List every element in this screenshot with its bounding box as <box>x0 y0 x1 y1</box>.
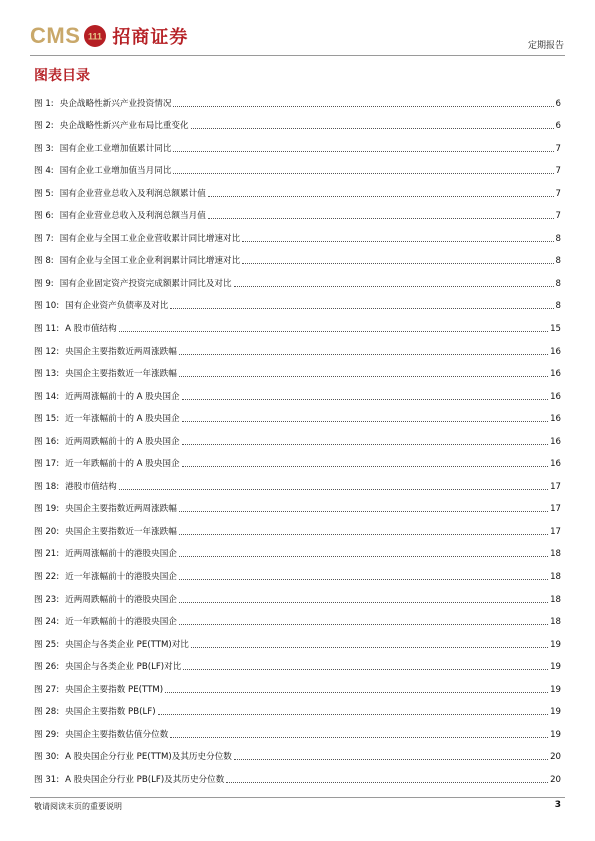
toc-entry-number: 图 27: <box>34 684 60 695</box>
toc-entry[interactable] <box>34 651 561 674</box>
toc-entry[interactable] <box>34 200 561 223</box>
company-logo <box>30 22 188 50</box>
toc-entry[interactable] <box>34 673 561 696</box>
toc-entry-number: 图 20: <box>34 526 60 537</box>
toc-entry-number: 图 12: <box>34 346 60 357</box>
toc-entry-title: 近两周涨幅前十的港股央国企 <box>65 549 177 560</box>
toc-entry-title: 央国企与各类企业 PB(LF)对比 <box>65 662 182 673</box>
toc-entry-page: 17 <box>550 481 561 492</box>
toc-entry-number: 图 11: <box>34 324 60 335</box>
toc-dot-leader <box>119 331 548 332</box>
toc-entry-page: 7 <box>555 211 561 222</box>
toc-entry[interactable] <box>34 335 561 358</box>
toc-entry-title: 国有企业工业增加值当月同比 <box>59 166 172 177</box>
toc-entry-label <box>34 750 232 763</box>
toc-entry-label <box>34 119 189 132</box>
toc-dot-leader <box>182 466 548 467</box>
toc-entry[interactable] <box>34 741 561 764</box>
toc-entry-label <box>34 525 177 538</box>
toc-entry-number: 图 17: <box>34 459 60 470</box>
toc-entry-title: 央国企主要指数 PB(LF) <box>65 707 156 718</box>
toc-dot-leader <box>158 714 549 715</box>
toc-dot-leader <box>170 308 553 309</box>
toc-entry-number: 图 14: <box>34 391 60 402</box>
toc-entry-title: 央企战略性新兴产业布局比重变化 <box>59 121 189 132</box>
toc-entry-number: 图 24: <box>34 617 60 628</box>
toc-entry-title: 港股市值结构 <box>65 481 117 492</box>
toc-entry-label <box>34 390 180 403</box>
toc-dot-leader <box>179 624 548 625</box>
toc-entry[interactable] <box>34 425 561 448</box>
toc-dot-leader <box>179 556 548 557</box>
toc-entry[interactable] <box>34 583 561 606</box>
toc-dot-leader <box>183 669 548 670</box>
toc-entry[interactable] <box>34 606 561 629</box>
toc-entry-title: 国有企业固定资产投资完成额累计同比及对比 <box>59 278 232 289</box>
toc-entry[interactable] <box>34 470 561 493</box>
toc-dot-leader <box>182 421 548 422</box>
toc-entry-number: 图 26: <box>34 662 60 673</box>
toc-entry-number: 图 3: <box>34 143 54 154</box>
toc-entry-number: 图 7: <box>34 233 54 244</box>
toc-entry-label <box>34 164 171 177</box>
toc-dot-leader <box>179 534 548 535</box>
toc-entry-page: 15 <box>550 324 561 335</box>
toc-entry-label <box>34 345 177 358</box>
toc-entry-label <box>34 299 168 312</box>
toc-entry-page: 8 <box>555 301 561 312</box>
toc-entry[interactable] <box>34 560 561 583</box>
page-number: 3 <box>554 800 561 810</box>
toc-entry-number: 图 16: <box>34 436 60 447</box>
toc-entry[interactable] <box>34 628 561 651</box>
header-divider <box>30 55 565 56</box>
logo-badge-text: 111 <box>88 31 103 42</box>
toc-entry-page: 17 <box>550 504 561 515</box>
toc-entry-page: 8 <box>555 256 561 267</box>
toc-entry-label <box>34 435 180 448</box>
toc-entry-title: 央国企主要指数近两周涨跌幅 <box>65 346 177 357</box>
toc-entry[interactable] <box>34 358 561 381</box>
toc-entry-page: 16 <box>550 346 561 357</box>
toc-entry-label <box>34 660 181 673</box>
toc-entry-page: 19 <box>550 662 561 673</box>
toc-entry-title: 国有企业资产负债率及对比 <box>65 301 169 312</box>
toc-entry[interactable] <box>34 110 561 133</box>
toc-entry-number: 图 13: <box>34 369 60 380</box>
toc-entry-label <box>34 705 156 718</box>
toc-entry-number: 图 22: <box>34 572 60 583</box>
toc-entry-number: 图 15: <box>34 414 60 425</box>
toc-entry-number: 图 30: <box>34 752 60 763</box>
toc-entry-page: 18 <box>550 549 561 560</box>
toc-dot-leader <box>234 286 554 287</box>
toc-entry-number: 图 6: <box>34 211 54 222</box>
toc-entry-title: 国有企业与全国工业企业利润累计同比增速对比 <box>59 256 241 267</box>
toc-dot-leader <box>170 737 548 738</box>
toc-entry-number: 图 4: <box>34 166 54 177</box>
toc-entry-title: 国有企业营业总收入及利润总额当月值 <box>59 211 206 222</box>
toc-entry-title: A 股央国企分行业 PB(LF)及其历史分位数 <box>65 774 225 785</box>
toc-entry-title: 央国企与各类企业 PE(TTM)对比 <box>65 639 189 650</box>
toc-entry-page: 16 <box>550 459 561 470</box>
toc-entry[interactable] <box>34 87 561 110</box>
toc-entry-title: 近一年跌幅前十的港股央国企 <box>65 617 177 628</box>
toc-entry-label <box>34 254 240 267</box>
toc-entry-label <box>34 570 177 583</box>
toc-dot-leader <box>119 489 548 490</box>
toc-entry-page: 7 <box>555 188 561 199</box>
toc-entry-label <box>34 480 117 493</box>
toc-dot-leader <box>226 782 548 783</box>
toc-entry[interactable] <box>34 448 561 471</box>
toc-entry[interactable] <box>34 403 561 426</box>
toc-entry-title: 近一年跌幅前十的 A 股央国企 <box>65 459 180 470</box>
toc-entry-number: 图 19: <box>34 504 60 515</box>
toc-entry-label <box>34 728 168 741</box>
toc-entry-page: 8 <box>555 233 561 244</box>
toc-entry[interactable] <box>34 763 561 786</box>
toc-dot-leader <box>182 399 548 400</box>
toc-entry[interactable] <box>34 177 561 200</box>
toc-entry-title: 近两周涨幅前十的 A 股央国企 <box>65 391 180 402</box>
toc-entry-label <box>34 615 177 628</box>
toc-entry-page: 18 <box>550 572 561 583</box>
toc-entry-number: 图 29: <box>34 729 60 740</box>
logo-chinese-text: 招商证券 <box>112 27 189 48</box>
toc-entry-number: 图 23: <box>34 594 60 605</box>
toc-entry-title: 央国企主要指数近两周涨跌幅 <box>65 504 177 515</box>
toc-list <box>34 87 561 786</box>
toc-entry-number: 图 9: <box>34 278 54 289</box>
toc-dot-leader <box>191 128 554 129</box>
toc-entry-number: 图 25: <box>34 639 60 650</box>
toc-entry-label <box>34 187 206 200</box>
toc-entry-number: 图 10: <box>34 301 60 312</box>
toc-entry[interactable] <box>34 718 561 741</box>
toc-entry-page: 6 <box>555 98 561 109</box>
toc-entry-page: 16 <box>550 391 561 402</box>
toc-entry-number: 图 5: <box>34 188 54 199</box>
toc-entry-number: 图 8: <box>34 256 54 267</box>
toc-entry[interactable] <box>34 132 561 155</box>
toc-entry[interactable] <box>34 245 561 268</box>
toc-dot-leader <box>208 218 554 219</box>
toc-entry-page: 18 <box>550 594 561 605</box>
toc-dot-leader <box>234 759 548 760</box>
toc-entry-title: 央国企主要指数近一年涨跌幅 <box>65 369 177 380</box>
report-type-label: 定期报告 <box>527 41 564 51</box>
toc-dot-leader <box>242 241 553 242</box>
toc-entry[interactable] <box>34 312 561 335</box>
toc-entry-label <box>34 97 171 110</box>
toc-entry-label <box>34 322 117 335</box>
toc-entry-page: 17 <box>550 526 561 537</box>
toc-entry-label <box>34 547 177 560</box>
toc-dot-leader <box>179 579 548 580</box>
toc-entry-title: 央国企主要指数 PE(TTM) <box>65 684 164 695</box>
toc-entry-title: 近两周跌幅前十的 A 股央国企 <box>65 436 180 447</box>
toc-entry-label <box>34 412 180 425</box>
toc-entry[interactable] <box>34 380 561 403</box>
toc-entry-title: 近一年涨幅前十的港股央国企 <box>65 572 177 583</box>
toc-entry-page: 18 <box>550 617 561 628</box>
toc-entry-label <box>34 773 224 786</box>
toc-entry-label <box>34 502 177 515</box>
toc-entry-title: 央企战略性新兴产业投资情况 <box>59 98 172 109</box>
toc-dot-leader <box>179 511 548 512</box>
toc-entry-title: 近两周跌幅前十的港股央国企 <box>65 594 177 605</box>
toc-entry-label <box>34 638 189 651</box>
toc-entry[interactable] <box>34 290 561 313</box>
toc-entry-label <box>34 209 206 222</box>
toc-dot-leader <box>182 444 548 445</box>
toc-entry-page: 19 <box>550 707 561 718</box>
toc-entry[interactable] <box>34 222 561 245</box>
toc-dot-leader <box>179 376 548 377</box>
page-header <box>0 0 595 58</box>
toc-dot-leader <box>208 196 554 197</box>
toc-entry-title: 国有企业工业增加值累计同比 <box>59 143 172 154</box>
toc-dot-leader <box>179 354 548 355</box>
toc-entry-label <box>34 367 177 380</box>
toc-entry-label <box>34 232 240 245</box>
toc-entry-label <box>34 277 232 290</box>
footer-divider <box>30 797 565 798</box>
toc-entry-title: 央国企主要指数估值分位数 <box>65 729 169 740</box>
toc-entry-page: 19 <box>550 684 561 695</box>
toc-title: 图表目录 <box>34 68 90 84</box>
footer-disclaimer: 敬请阅读末页的重要说明 <box>34 802 122 811</box>
toc-entry-number: 图 28: <box>34 707 60 718</box>
toc-entry-number: 图 2: <box>34 121 54 132</box>
toc-entry-label <box>34 683 163 696</box>
toc-entry[interactable] <box>34 538 561 561</box>
toc-entry-page: 16 <box>550 414 561 425</box>
toc-entry[interactable] <box>34 155 561 178</box>
toc-entry-label <box>34 457 180 470</box>
toc-entry-number: 图 18: <box>34 481 60 492</box>
toc-entry-page: 19 <box>550 639 561 650</box>
toc-dot-leader <box>173 106 553 107</box>
toc-entry-number: 图 31: <box>34 774 60 785</box>
toc-entry-title: 国有企业营业总收入及利润总额累计值 <box>59 188 206 199</box>
toc-entry-title: 近一年涨幅前十的 A 股央国企 <box>65 414 180 425</box>
toc-entry-title: 国有企业与全国工业企业营收累计同比增速对比 <box>59 233 241 244</box>
toc-dot-leader <box>173 173 553 174</box>
toc-entry-number: 图 21: <box>34 549 60 560</box>
toc-dot-leader <box>242 263 553 264</box>
toc-entry-label <box>34 142 171 155</box>
logo-latin-text: CMS <box>30 23 81 48</box>
toc-dot-leader <box>165 692 548 693</box>
toc-entry[interactable] <box>34 696 561 719</box>
toc-entry[interactable] <box>34 267 561 290</box>
logo-badge-icon <box>84 25 106 47</box>
toc-dot-leader <box>179 602 548 603</box>
toc-dot-leader <box>191 647 548 648</box>
toc-entry-page: 20 <box>550 752 561 763</box>
toc-entry-title: A 股央国企分行业 PE(TTM)及其历史分位数 <box>65 752 232 763</box>
toc-entry-page: 6 <box>555 121 561 132</box>
toc-entry-number: 图 1: <box>34 98 54 109</box>
toc-entry[interactable] <box>34 515 561 538</box>
toc-entry-page: 16 <box>550 436 561 447</box>
toc-entry-page: 19 <box>550 729 561 740</box>
toc-entry-page: 7 <box>555 166 561 177</box>
toc-entry[interactable] <box>34 493 561 516</box>
toc-entry-page: 20 <box>550 774 561 785</box>
toc-dot-leader <box>173 151 553 152</box>
toc-entry-page: 16 <box>550 369 561 380</box>
toc-entry-title: A 股市值结构 <box>65 324 117 335</box>
toc-entry-page: 7 <box>555 143 561 154</box>
toc-entry-label <box>34 593 177 606</box>
toc-entry-page: 8 <box>555 278 561 289</box>
toc-entry-title: 央国企主要指数近一年涨跌幅 <box>65 526 177 537</box>
